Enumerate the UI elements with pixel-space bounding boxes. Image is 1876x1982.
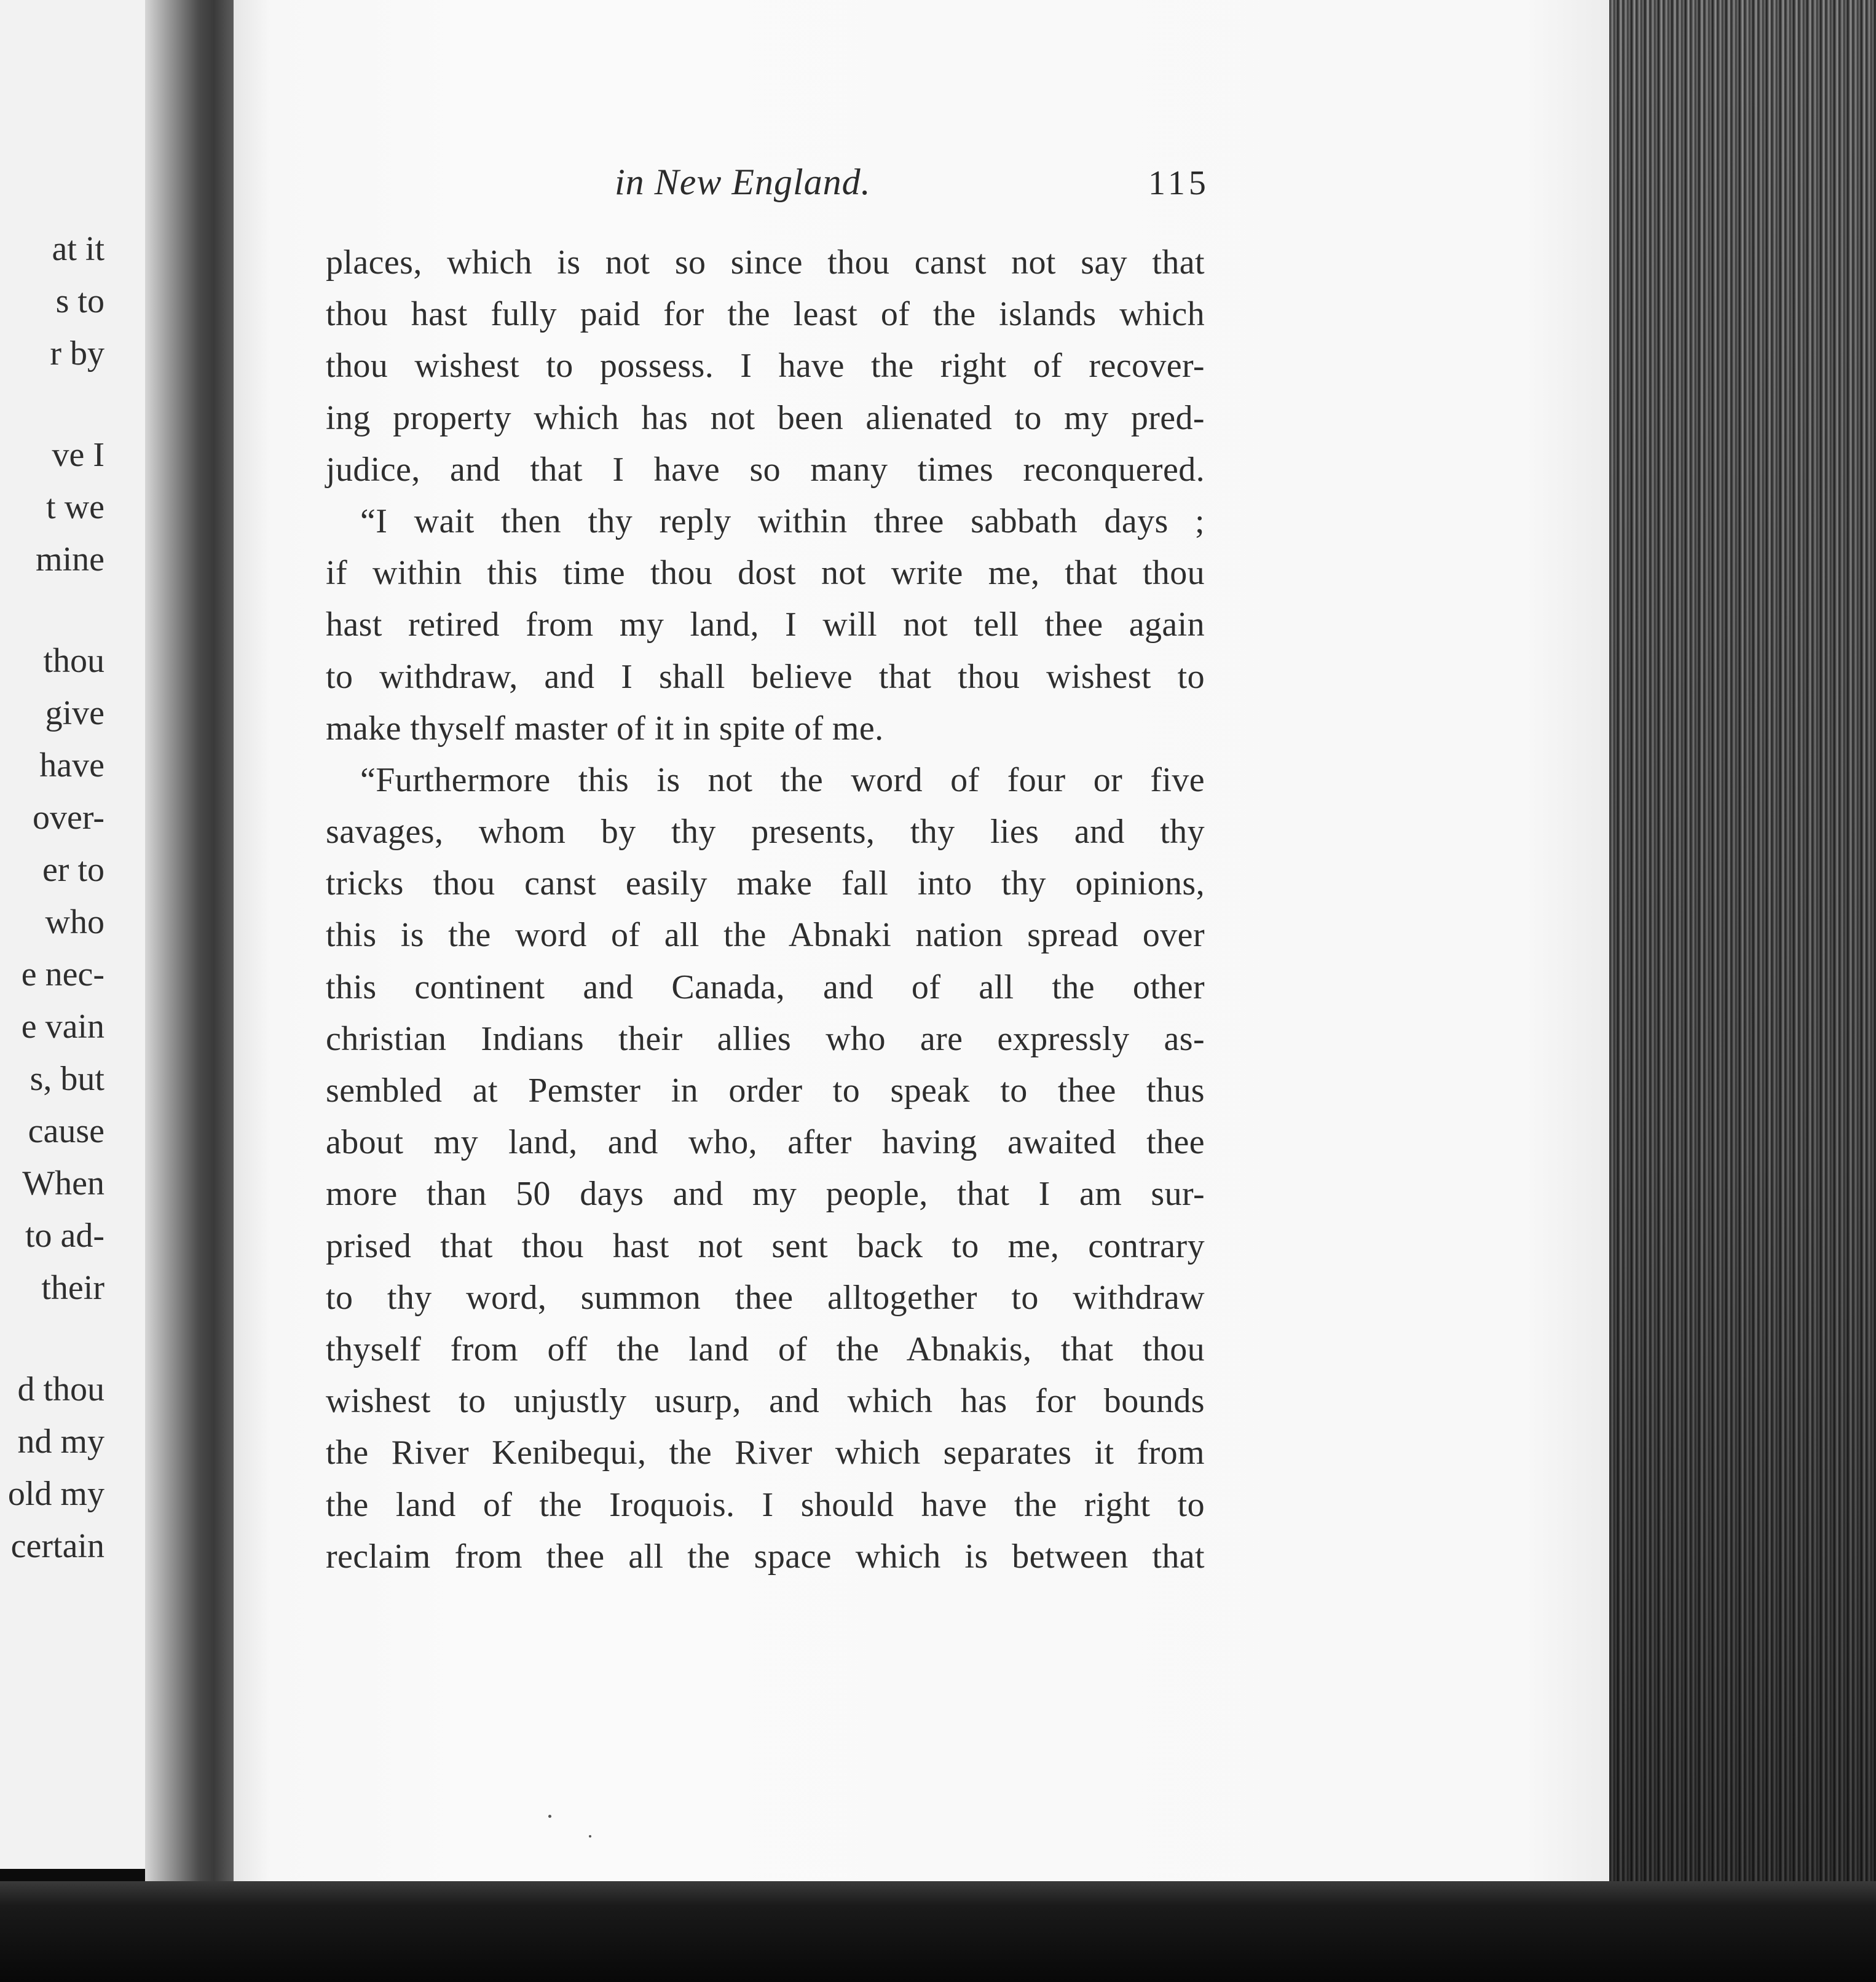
text-line: hast retired from my land, I will not tell thee again (326, 606, 1205, 644)
left-line: ve I (52, 436, 104, 474)
page-number: 115 (1148, 164, 1210, 202)
left-line: e vain (21, 1008, 104, 1046)
text-line: if within this time thou dost not write me, that thou (326, 554, 1205, 593)
text-line: this continent and Canada, and of all the other (326, 968, 1205, 1006)
left-line: s, but (30, 1060, 104, 1098)
left-line: r by (50, 334, 104, 373)
left-line: nd my (17, 1423, 104, 1461)
text-line: the land of the Iroquois. I should have the right to (326, 1485, 1205, 1524)
left-line: their (41, 1269, 104, 1307)
left-line: cause (28, 1112, 104, 1150)
text-line: make thyself master of it in spite of me. (326, 709, 884, 748)
text-line: more than 50 days and my people, that I am sur- (326, 1175, 1205, 1214)
text-line: thou wishest to possess. I have the right of recover- (326, 347, 1205, 385)
text-line: reclaim from thee all the space which is between that (326, 1537, 1205, 1576)
page-fore-edge-shadow (1609, 0, 1876, 1930)
left-line: thou (43, 642, 104, 680)
text-line: to withdraw, and I shall believe that thou wishest to (326, 657, 1205, 696)
left-line: to ad- (25, 1217, 104, 1255)
left-line: over- (32, 799, 104, 837)
text-line: places, which is not so since thou canst not say that (326, 243, 1205, 282)
text-line: savages, whom by thy presents, thy lies and thy (326, 813, 1205, 851)
text-line: prised that thou hast not sent back to me, contrary (326, 1226, 1205, 1265)
text-line: tricks thou canst easily make fall into thy opinions, (326, 864, 1205, 903)
text-line: thou hast fully paid for the least of the islands which (326, 295, 1205, 334)
text-line: christian Indians their allies who are expressly as- (326, 1019, 1205, 1058)
text-line: about my land, and who, after having awaited thee (326, 1123, 1205, 1162)
left-line: old my (7, 1475, 104, 1513)
left-line: er to (42, 851, 104, 889)
page-body-text (326, 237, 1205, 1582)
dust-speck (589, 1835, 591, 1838)
left-line: t we (46, 488, 104, 526)
left-line: d thou (17, 1370, 104, 1408)
left-line: e nec- (21, 955, 104, 993)
dust-speck (548, 1815, 551, 1818)
text-line: sembled at Pemster in order to speak to thee thus (326, 1072, 1205, 1110)
text-line: the River Kenibequi, the River which separates it from (326, 1434, 1205, 1472)
left-line: When (22, 1164, 104, 1202)
left-page-text (0, 0, 145, 1869)
text-line: ing property which has not been alienated to my pred- (326, 398, 1205, 437)
text-line: thyself from off the land of the Abnakis, that thou (326, 1330, 1205, 1368)
book-cover-board (0, 1881, 1876, 1982)
left-line: who (45, 903, 104, 941)
left-line: mine (36, 540, 104, 578)
left-line: have (39, 746, 104, 784)
left-line: at it (52, 230, 104, 268)
text-line: wishest to unjustly usurp, and which has for bounds (326, 1382, 1205, 1421)
text-line: this is the word of all the Abnaki nation spread over (326, 916, 1205, 955)
text-line: to thy word, summon thee alltogether to withdraw (326, 1278, 1205, 1317)
left-line: give (45, 694, 104, 732)
left-line: certain (10, 1527, 104, 1565)
left-line: s to (55, 282, 104, 320)
text-line: judice, and that I have so many times reconquered. (326, 450, 1205, 489)
text-line: “Furthermore this is not the word of four or five (360, 760, 1205, 799)
running-head-title: in New England. (615, 162, 871, 202)
book-gutter (145, 0, 243, 1881)
text-line: “I wait then thy reply within three sabbath days ; (360, 502, 1205, 540)
